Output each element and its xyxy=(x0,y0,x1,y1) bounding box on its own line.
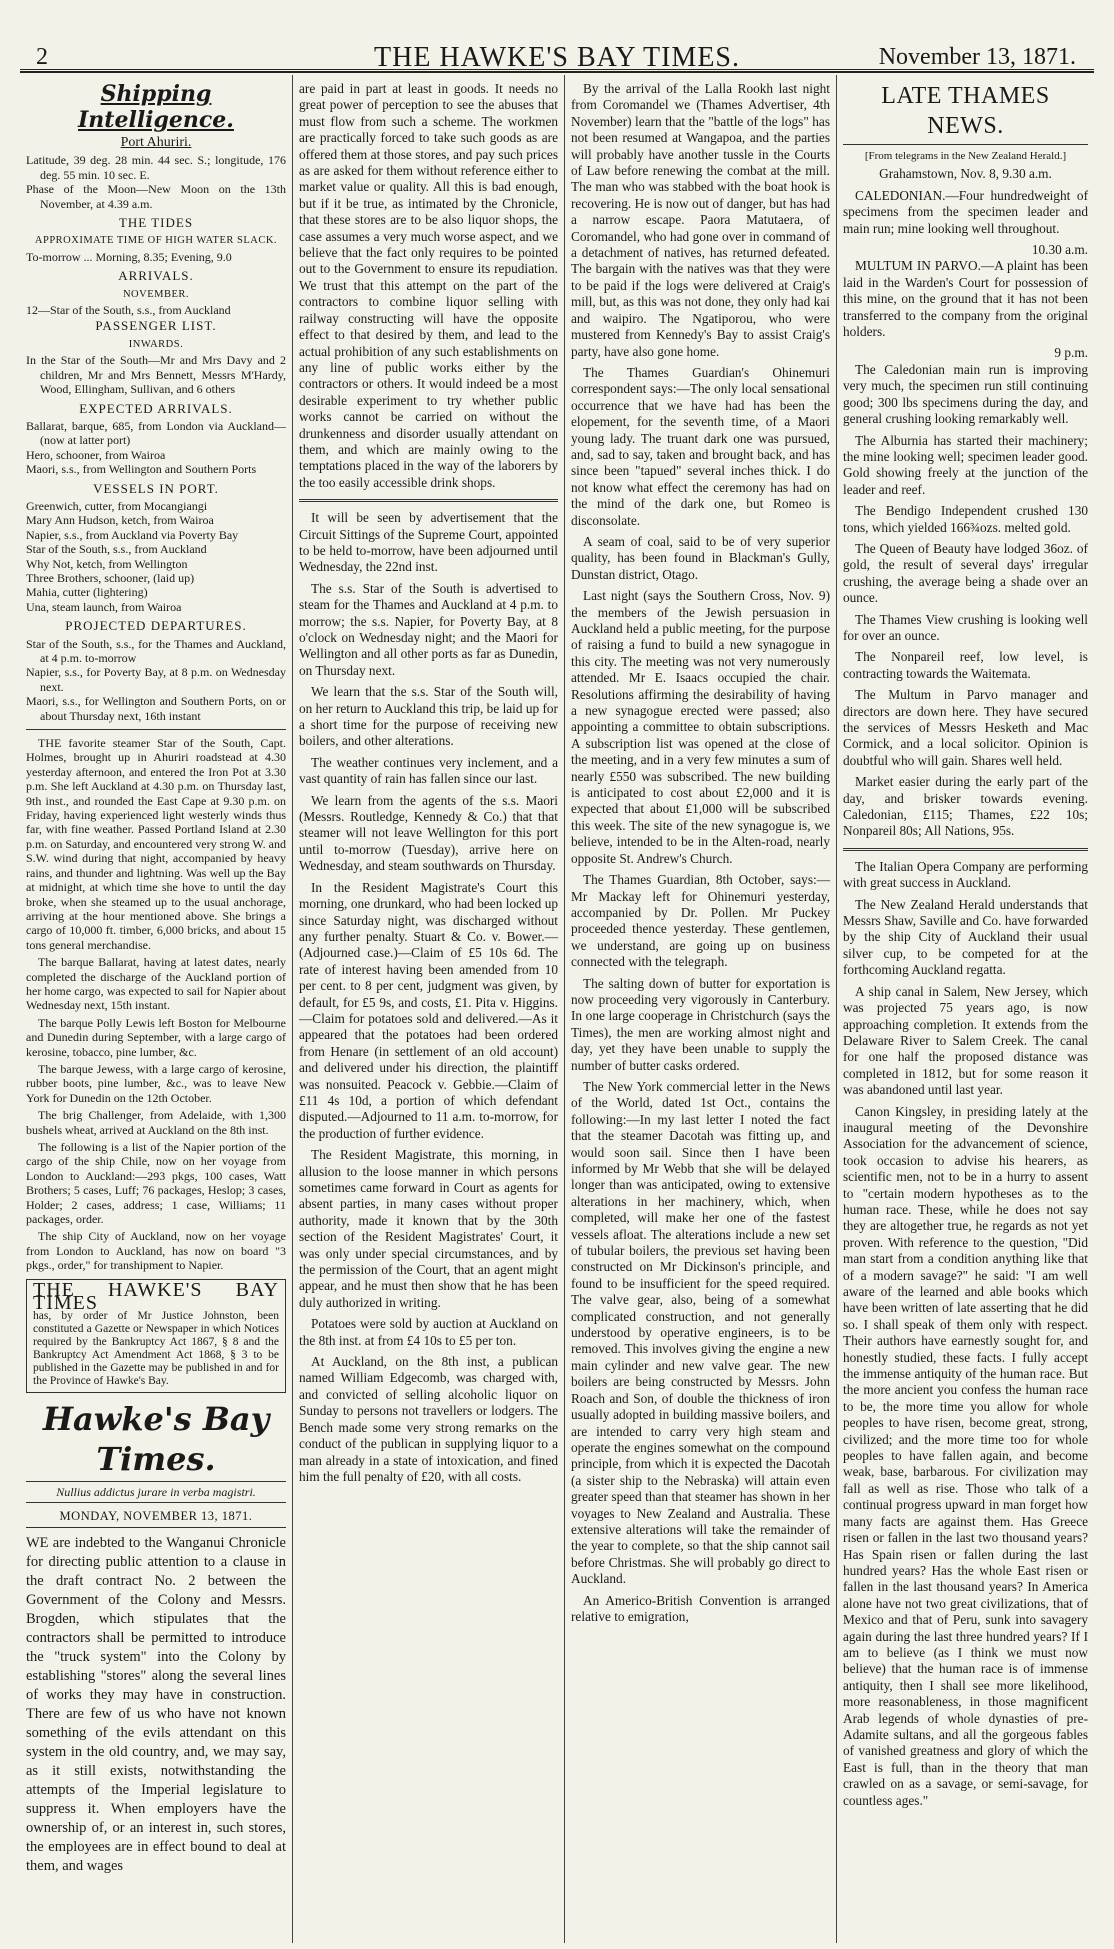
page-number: 2 xyxy=(36,44,48,70)
latitude-text: Latitude, 39 deg. 28 min. 44 sec. S.; longitude, 176 deg. 55 min. 10 sec. E. xyxy=(26,153,286,182)
column-1 xyxy=(20,75,292,1943)
projected-item: Star of the South, s.s., for the Thames and Auckland, at 4 p.m. to-morrow xyxy=(26,636,286,665)
mining-paragraph: The Alburnia has started their machinery; the mine looking well; specimen leader good. Gold showing freely at the junction of the leader and reef. xyxy=(843,432,1088,497)
mining-paragraph: Market easier during the early part of the day, and brisker towards evening. Caledonian, £115; Thames, £22 10s; Nonpareil 80s; All Nations, 95s. xyxy=(843,774,1088,839)
vessel-item: Three Brothers, schooner, (laid up) xyxy=(26,570,195,585)
issue-date: November 13, 1871. xyxy=(878,44,1076,70)
news-paragraph: The New York commercial letter in the News of the World, dated 1st Oct., contains the following:—In my last letter I noted the fact that the steamer Dacotah was fitting up, and would soon sail. Since then I have been informed by Mr Webb that she will be delayed longer than was anticipated, owing to extensive alterations in her machinery, which, when completed, will make her one of the fastest vessels afloat. The alterations include a new set of tubular boilers, the previous set having been constructed on Mr Dickinson's principle, and found to be insufficient for the speed required. The valve gear, also, being of a somewhat complicated construction, and not generally understood by operative engineers, is to be removed. This involves giving the engine a new main cylinder and new valve gear. The new boilers are being constructed by Messrs. John Roach and Son, of double the thickness of iron usually adopted in building massive boilers, and are intended to carry very high steam and operate the engines somewhat on the compound principle, from which it is expected the Dacotah (a sister ship to the Nebraska) will attain even greater speed than that steamer has shown in her voyages to New Zealand and Australia. These extensive alterations will take the remainder of the year to complete, so that the ship cannot sail before Christmas. She will probably go direct to Auckland. xyxy=(571,1078,830,1587)
expected-item: Maori, s.s., from Wellington and Southern Ports xyxy=(26,462,257,477)
leader-article: WE are indebted to the Wanganui Chronicle for directing public attention to a clause in the draft contract No. 2 between the Government of the Colony and Messrs. Brogden, which stipulates that the contractors shall be permitted to introduce the "truck system" into the Colony by establishing "stores" along the several lines of works they may have in construction. There are few of us who have not known something of the evils attendant on this system in the old country, and, we may say, as it still exists, notwithstanding the attempts of the Imperial legislature to suppress it. When employers have the ownership of, or an interest in, such stores, the employees are in effect bound to deal at them, and wages xyxy=(26,1535,286,1875)
shipping-paragraph: The barque Jewess, with a large cargo of kerosine, rubber boots, pine lumber, &c., was to leave New York for Dunedin on the 12th October. xyxy=(26,1061,286,1105)
passenger-heading: PASSENGER LIST. xyxy=(95,318,217,334)
mining-paragraph: The Multum in Parvo manager and directors are down here. They have secured the services of Messrs Hesketh and Mac Cormick, and a local solicitor. Opinion is doubtful who will gain. Shares well held. xyxy=(843,687,1088,768)
news-paragraph: The salting down of butter for exportation is now proceeding very vigorously in Canterbury. In one large cooperage in Christchurch (says the Times), the men are working almost night and day, yet they have been unable to supply the number of butter casks ordered. xyxy=(571,975,830,1073)
shipping-paragraph: THE favorite steamer Star of the South, Capt. Holmes, brought up in Ahuriri roadstead at 4.30 yesterday afternoon, and entered the Iron Pot at 3.30 p.m. She left Auckland at 4.30 p.m. on Thursday last, 9th inst., and rounded the East Cape at 9.30 p.m. on Friday, having experienced light westerly winds thus far, with fine weather. Passed Portland Island at 2.30 p.m. on Saturday, and encountered very strong W. and S.W. wind during that night, accompanied by heavy rains, and thunder and lightning. Was well up the Bay at midnight, at which time she hove to until the day broke, when she steamed up to the usual anchorage, arriving at the hour mentioned above. She brings a cargo of 10,000 ft. timber, 6,000 bricks, and about 15 tons general merchandise. xyxy=(26,736,286,952)
tides-line: To-morrow ... Morning, 8.35; Evening, 9.0 xyxy=(26,249,232,264)
shipping-paragraph: The barque Ballarat, having at latest dates, nearly completed the discharge of the Auckland portion of her home cargo, was expected to sail for Napier about Wednesday next, 15th instant. xyxy=(26,955,286,1013)
time-stamp: 10.30 a.m. xyxy=(1031,242,1088,258)
inwards-label: INWARDS. xyxy=(128,338,184,350)
newspaper-title: THE HAWKE'S BAY TIMES. xyxy=(374,42,740,73)
column-4 xyxy=(836,75,1094,1943)
vessel-item: Una, steam launch, from Wairoa xyxy=(26,599,182,614)
shipping-paragraph: The ship City of Auckland, now on her voyage from London to Auckland, has now on board "3 pkgs., order," for transhipment to Napier. xyxy=(26,1229,286,1273)
shipping-paragraph: The barque Polly Lewis left Boston for Melbourne and Dunedin during September, with a large cargo of kerosine, tobacco, pine lumber, &c. xyxy=(26,1015,286,1059)
expected-item: Hero, schooner, from Wairoa xyxy=(26,447,166,462)
shipping-paragraph: The brig Challenger, from Adelaide, with 1,300 bushels wheat, arrived at Auckland on the 8th inst. xyxy=(26,1108,286,1137)
notice-heading: THE HAWKE'S BAY TIMES xyxy=(33,1278,279,1314)
vessel-item: Mary Ann Hudson, ketch, from Wairoa xyxy=(26,513,214,528)
column-2 xyxy=(292,75,564,1943)
news-paragraph: The s.s. Star of the South is advertised to steam for the Thames and Auckland at 4 p.m. to morrow; the s.s. Napier, for Poverty Bay, at 8 o'clock on Wednesday night; and the Maori for Wellington and all other ports as far as Dunedin, on Thursday next. xyxy=(299,580,558,678)
news-paragraph: Canon Kingsley, in presiding lately at the inaugural meeting of the Devonshire Association for the advancement of science, took occasion to advise his hearers, as scientific men, not to be in a hurry to assent to "certain modern hypotheses as to the human race. These, while he does not say they are altogether true, he regards as not yet proven. With reference to the question, "Did man start from a condition anything like that of a modern savage?" he said: "I am well aware of the learned and able books which have been written of late asserting that he did so. I shall speak of them only with respect. Their authors have earnestly sought for, and honestly studied, these facts. I fully accept the immense antiquity of the human race. But the more ancient you confess the human race to be, the more time you allow for whole peoples to have risen, become great, strong, civilized; and the more time too for whole peoples to have fallen again, and become weak, base, barbarous. For civilization may fall as well as rise. Those who talk of a continual progress upward in man forget how many facts are against them. Has Greece risen or fallen in the last two thousand years? Has Spain risen or fallen during the last hundred years? Has the whole East risen or fallen in the last thousand years? In America alone have not two great civilizations, that of Mexico and that of Peru, sunk into savagery again during the last three hundred years? If I am to believe (as I think we must now believe) that the human race is of immense antiquity, then I shall see more likelihood, more reasonableness, in those magnificent Arab legends of whole dynasties of pre-Adamite sultans, and all the gorgeous fables of vanished greatness and glory of which the East is full, than in the theory that man crawled on as a savage, or semi-savage, for countless ages." xyxy=(843,1103,1088,1808)
editorial-dateline: MONDAY, NOVEMBER 13, 1871. xyxy=(26,1505,286,1528)
news-paragraph: A ship canal in Salem, New Jersey, which was projected 75 years ago, is now approaching completion. It extends from the Delaware River to Salem Creek. The canal for one half the proposed distance was completed in 1812, but for some reason it was abandoned until last year. xyxy=(843,983,1088,1098)
mining-paragraph: The Caledonian main run is improving very much, the specimen run still continuing good; 300 lbs specimens during the day, and general crushing looking remarkably well. xyxy=(843,361,1088,427)
projected-item: Napier, s.s., for Poverty Bay, at 8 p.m. on Wednesday next. xyxy=(26,665,286,694)
arrivals-heading: ARRIVALS. xyxy=(118,268,194,284)
news-paragraph: By the arrival of the Lalla Rookh last night from Coromandel we (Thames Advertiser, 4th November) learn that the "battle of the logs" has not been resumed at Wangapoa, and the parties will probably have another tussle in the Courts of Law before renewing the combat at the mill. The man who was stabbed with the boat hook is recovering. He is now out of danger, but has had a narrow escape. Paora Matutaera, of Coromandel, who had gone over in command of a detachment of natives, has returned defeated. The bargain with the natives was that they were to be paid if the logs were delivered at Craig's mill, but, as this was not done, they only had kai and waipiro. The Ngatiporou, who were mustered from Kennedy's Bay to assist Craig's party, have also gone home. xyxy=(571,81,830,359)
shipping-paragraph: The following is a list of the Napier portion of the cargo of the ship Chile, now on her voyage from London to Auckland:—293 pkgs, 100 cases, Watt Brothers; 5 cases, Luff; 76 packages, Heslop; 3 cases, Holder; 2 cases, address; 1 case, Williams; 11 packages, order. xyxy=(26,1140,286,1227)
mining-paragraph: The Queen of Beauty have lodged 36oz. of gold, the result of several days' irregular crushing, the average being a shade over an ounce. xyxy=(843,540,1088,606)
time-stamp: 9 p.m. xyxy=(1054,345,1088,361)
notice-text: has, by order of Mr Justice Johnston, been constituted a Gazette or Newspaper in which Notices required by the Bankruptcy Act 1867, § 8 and the Bankruptcy Act Amendment Act 1868, § 3 to be published in the Gazette may be published in and for the Province of Hawke's Bay. xyxy=(33,1309,279,1387)
arrival-item: 12—Star of the South, s.s., from Auckland xyxy=(26,303,231,318)
port-name: Port Ahuriri. xyxy=(120,135,192,150)
vessel-item: Star of the South, s.s., from Auckland xyxy=(26,542,207,557)
vessel-item: Mahia, cutter (lightering) xyxy=(26,585,148,600)
news-paragraph: The Italian Opera Company are performing with great success in Auckland. xyxy=(843,858,1088,891)
arrivals-month: NOVEMBER. xyxy=(122,288,190,300)
news-paragraph: The weather continues very inclement, and a vast quantity of rain has fallen since our last. xyxy=(299,754,558,787)
expected-heading: EXPECTED ARRIVALS. xyxy=(79,400,233,416)
gazette-notice xyxy=(26,1279,286,1393)
moon-phase: Phase of the Moon—New Moon on the 13th November, at 4.39 a.m. xyxy=(26,182,286,211)
news-paragraph: At Auckland, on the 8th inst, a publican named William Edgecomb, was charged with, and convicted of selling alcoholic liquor on Sunday to persons not travellers or lodgers. The Bench made some very strong remarks on the conduct of the publican in supplying liquor to a man already in a state of intoxication, and fined him the full penalty of £20, with all costs. xyxy=(299,1354,558,1484)
paper-nameplate: Hawke's Bay Times. xyxy=(42,1399,270,1478)
passenger-list: In the Star of the South—Mr and Mrs Davy and 2 children, Mr and Mrs Bennett, Messrs M'Hardy, Wood, Ellingham, Sullivan, and 6 others xyxy=(26,353,286,397)
vessel-item: Greenwich, cutter, from Mocangiangi xyxy=(26,498,208,513)
tides-subheading: APPROXIMATE TIME OF HIGH WATER SLACK. xyxy=(34,235,278,247)
news-paragraph: The Resident Magistrate, this morning, in allusion to the loose manner in which persons sometimes came forward in Court as agents for absent parties, in many cases without proper authority, made it known that by the 30th section of the Resident Magistrates' Court, it was only under special circumstances, and by the permission of the Court, that an agent might appear, and he must then show that he has been duly authorized in writing. xyxy=(299,1147,558,1310)
shipping-heading: Shipping Intelligence. xyxy=(78,81,234,133)
news-paragraph: An Americo-British Convention is arranged relative to emigration, xyxy=(571,1592,830,1624)
news-paragraph: We learn from the agents of the s.s. Maori (Messrs. Routledge, Kennedy & Co.) that that steamer will not leave Wellington for this port until to-morrow (Tuesday), arrive here on Wednesday, and steam southwards on Thursday. xyxy=(299,792,558,874)
news-paragraph: Potatoes were sold by auction at Auckland on the 8th inst. at from £4 10s to £5 per ton. xyxy=(299,1316,558,1348)
multum-item: MULTUM IN PARVO.—A plaint has been laid in the Warden's Court for possession of this mine, on the ground that it has not been transferred to the company from the original holders. xyxy=(843,258,1088,340)
late-thames-heading: LATE THAMES NEWS. xyxy=(881,83,1050,139)
mining-paragraph: The Bendigo Independent crushed 130 tons, which yielded 166¾ozs. melted gold. xyxy=(843,503,1088,535)
vessel-item: Why Not, ketch, from Wellington xyxy=(26,556,188,571)
dateline-place: Grahamstown, Nov. 8, 9.30 a.m. xyxy=(879,166,1052,182)
column-3 xyxy=(564,75,836,1943)
paper-motto: Nullius addictus jurare in verba magistri. xyxy=(26,1481,286,1503)
vessel-item: Napier, s.s., from Auckland via Poverty Bay xyxy=(26,527,239,542)
news-paragraph: The Thames Guardian's Ohinemuri correspondent says:—The only local sensational occurrence that we have had has been the elopement, for the seventh time, of a Maori young lady. The truant dark one was pursued, and, sad to say, taken and brought back, and has since been "tapued" several inches thick. I do not know what effect the ceremony has had on the mind of the dark one, but Romeo is disconsolate. xyxy=(571,364,830,528)
news-paragraph: In the Resident Magistrate's Court this morning, one drunkard, who had been locked up since Saturday night, was discharged without any further penalty. Stuart & Co. v. Bower.—(Adjourned case.)—Claim of £5 10s 6d. The rate of interest having been amended from 10 per cent. to 8 per cent, judgment was given, by default, for £5 9s, and costs, £1. Pita v. Higgins.—Claim for potatoes sold and delivered.—As it appeared that the potatoes had been ordered from Henare (in settlement of an old account) and delivered under his direction, the plaintiff was nonsuited. Peacock v. Gebbie.—Claim of £11 4s 10d, a portion of which defendant disputed.—Adjourned to 11 a.m. to-morrow, for the production of further evidence. xyxy=(299,879,558,1141)
news-paragraph: We learn that the s.s. Star of the South will, on her return to Auckland this trip, be laid up for a short time for the purpose of receiving new boilers, and other alterations. xyxy=(299,684,558,749)
tides-heading: THE TIDES xyxy=(118,215,194,231)
news-paragraph: The Thames Guardian, 8th October, says:—Mr Mackay left for Ohinemuri yesterday, accompanied by Dr. Pollen. Mr Puckey proceeded thence yesterday. These gentlemen, we understand, are going up on business connected with the telegraph. xyxy=(571,872,830,970)
telegram-source: [From telegrams in the New Zealand Herald.] xyxy=(864,150,1067,162)
news-paragraph: It will be seen by advertisement that the Circuit Sittings of the Supreme Court, appointed to be held to-morrow, have been adjourned until Wednesday, the 22nd inst. xyxy=(299,510,558,575)
caledonian-item: CALEDONIAN.—Four hundredweight of specimens from the specimen leader and main run; mine looking well throughout. xyxy=(843,187,1088,236)
masthead xyxy=(20,22,1094,72)
mining-paragraph: The Thames View crushing is looking well for over an ounce. xyxy=(843,611,1088,643)
expected-item: Ballarat, barque, 685, from London via Auckland—(now at latter port) xyxy=(26,418,286,448)
mining-paragraph: The Nonpareil reef, low level, is contracting towards the Waitemata. xyxy=(843,649,1088,681)
leader-continued: are paid in part at least in goods. It needs no great power of perception to see the abuses that must flow from such a scheme. The workmen are practically forced to take such goods as are offered them at those stores, and pay such prices as are asked for them without reference either to market value or quality. All this is bad enough, but if it be true, as intimated by the Chronicle, that these stores are to be also liquor shops, the case assumes a very much worse aspect, and we believe that the fact only requires to be pointed out to the Government to ensure its repudiation. We trust that this attempt on the part of the contractors to combine liquor selling with railway constructing will have the opposite effect to that desired by them, and lead to the actual prohibition of any such establishments on any line of public works either by the contractors or others. It would indeed be a most desirable experiment to try whether public works cannot be carried on without the drunkenness and disorder usually attendant on them, and which are mainly owing to the temptations placed in the way of the laborers by the too easily accessible drink shops. xyxy=(299,81,558,490)
projected-item: Maori, s.s., for Wellington and Southern Ports, on or about Thursday next, 16th instant xyxy=(26,694,286,723)
news-paragraph: Last night (says the Southern Cross, Nov. 9) the members of the Jewish persuasion in Auckland held a public meeting, for the purpose of raising a fund to build a new synagogue in this city. The meeting was not very numerously attended. Mr E. Isaacs occupied the chair. Resolutions affirming the desirability of having a new synagogue erected were passed; also appointing a committee to obtain subscriptions. A subscription list was opened at the close of the meeting, and in a very few minutes a sum of nearly £550 was subscribed. The new building is anticipated to cost about £2,000 and it is expected that about £1,000 will be subscribed this week. The site of the new synagogue is, we believe, intended to be in the Alten-road, nearly opposite St. Andrew's Church. xyxy=(571,588,830,866)
news-paragraph: The New Zealand Herald understands that Messrs Shaw, Saville and Co. have forwarded by the ship City of Auckland their usual silver cup, to be competed for at the forthcoming Auckland regatta. xyxy=(843,896,1088,978)
news-paragraph: A seam of coal, said to be of very superior quality, has been found in Blackman's Gully, Dunstan district, Otago. xyxy=(571,533,830,582)
vessels-heading: VESSELS IN PORT. xyxy=(93,480,219,496)
projected-heading: PROJECTED DEPARTURES. xyxy=(65,618,247,634)
columns xyxy=(20,75,1094,1943)
